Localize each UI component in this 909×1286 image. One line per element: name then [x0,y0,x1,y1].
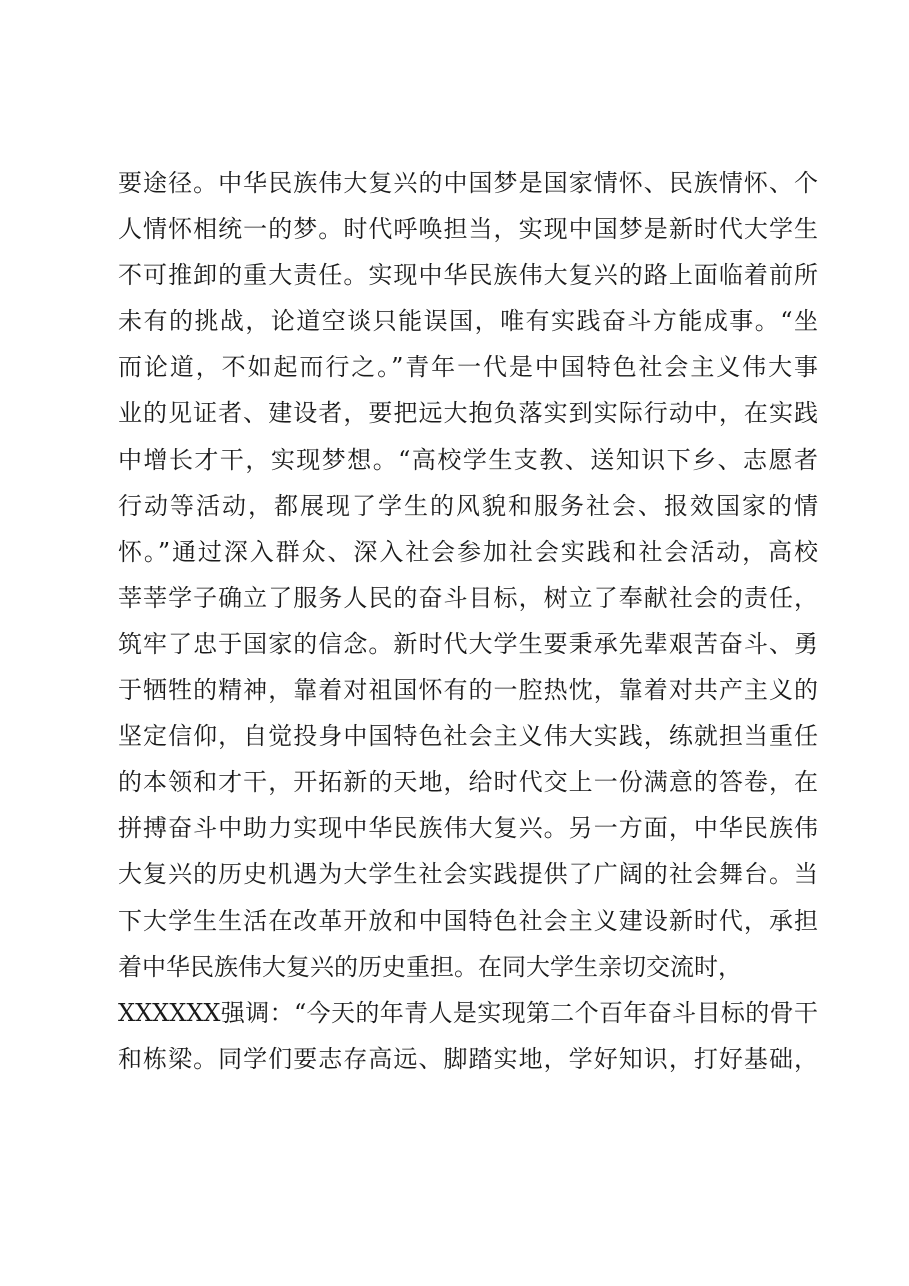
text-line: 行动等活动，都展现了学生的风貌和服务社会、报效国家的情 [118,491,818,520]
text-line: 拼搏奋斗中助力实现中华民族伟大复兴。另一方面，中华民族伟 [118,814,818,843]
text-line: 中增长才干，实现梦想。“高校学生支教、送知识下乡、志愿者 [118,445,818,474]
text-line: XXXXXX强调：“今天的年青人是实现第二个百年奋斗目标的骨干 [118,998,818,1027]
text-line: 筑牢了忠于国家的信念。新时代大学生要秉承先辈艰苦奋斗、勇 [118,629,818,658]
text-line: 下大学生生活在改革开放和中国特色社会主义建设新时代，承担 [118,906,818,935]
text-line: 的本领和才干，开拓新的天地，给时代交上一份满意的答卷，在 [118,768,818,797]
text-line: 莘莘学子确立了服务人民的奋斗目标，树立了奉献社会的责任， [118,583,818,612]
text-line: 怀。”通过深入群众、深入社会参加社会实践和社会活动，高校 [118,537,818,566]
text-line: 大复兴的历史机遇为大学生社会实践提供了广阔的社会舞台。当 [118,860,818,889]
text-line: 和栋梁。同学们要志存高远、脚踏实地，学好知识，打好基础， [118,1044,818,1073]
body-paragraph [118,160,818,1082]
text-line: 不可推卸的重大责任。实现中华民族伟大复兴的路上面临着前所 [118,261,818,290]
text-line: 业的见证者、建设者，要把远大抱负落实到实际行动中，在实践 [118,399,818,428]
text-line: 要途径。中华民族伟大复兴的中国梦是国家情怀、民族情怀、个 [118,169,818,197]
text-line: 坚定信仰，自觉投身中国特色社会主义伟大实践，练就担当重任 [118,722,818,751]
text-line: 着中华民族伟大复兴的历史重担。在同大学生亲切交流时， [118,952,742,981]
text-line: 未有的挑战，论道空谈只能误国，唯有实践奋斗方能成事。“坐 [118,307,818,336]
text-line: 而论道，不如起而行之。”青年一代是中国特色社会主义伟大事 [118,353,818,382]
text-line: 于牺牲的精神，靠着对祖国怀有的一腔热忱，靠着对共产主义的 [118,676,818,705]
text-line: 人情怀相统一的梦。时代呼唤担当，实现中国梦是新时代大学生 [118,215,818,244]
